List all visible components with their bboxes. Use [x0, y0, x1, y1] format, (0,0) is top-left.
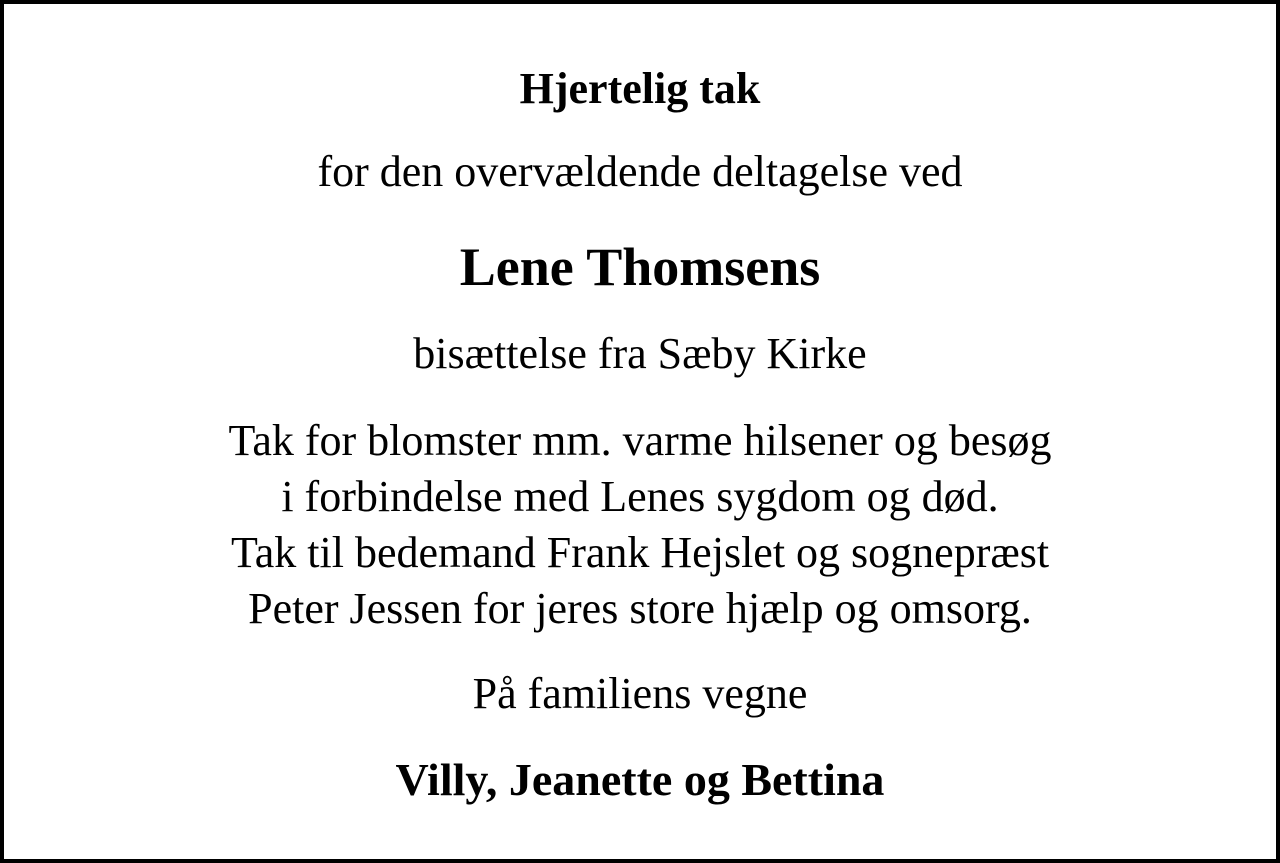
body-line: Tak for blomster mm. varme hilsener og besøg	[228, 416, 1052, 465]
body-line: Tak til bedemand Frank Hejslet og sognepræst	[230, 528, 1050, 577]
body-line: Peter Jessen for jeres store hjælp og omsorg.	[248, 584, 1032, 633]
funeral-event: bisættelse fra Sæby Kirke	[413, 329, 867, 378]
deceased-name: Lene Thomsens	[459, 237, 821, 297]
notice-body	[4, 413, 1276, 637]
on-behalf-line: På familiens vegne	[472, 669, 808, 718]
notice-subheading: for den overvældende deltagelse ved	[317, 147, 963, 196]
notice-heading: Hjertelig tak	[519, 64, 761, 113]
signature: Villy, Jeanette og Bettina	[395, 754, 885, 805]
body-line: i forbindelse med Lenes sygdom og død.	[281, 472, 999, 521]
